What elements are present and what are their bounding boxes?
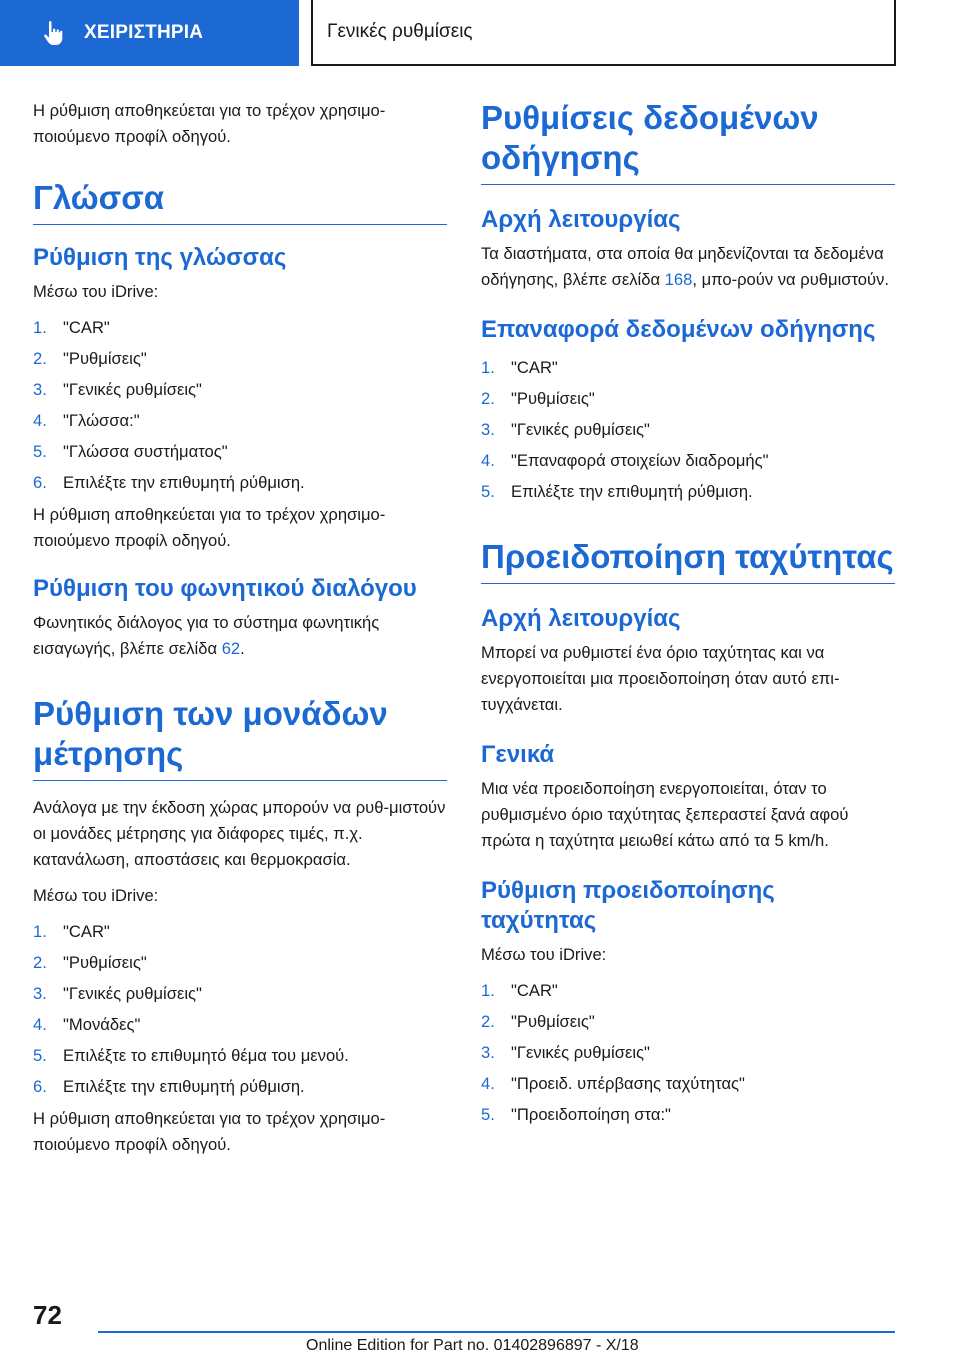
driving-principle-heading: Αρχή λειτουργίας (481, 206, 681, 233)
step-number: 5. (33, 1046, 47, 1065)
voice-text: Φωνητικός διάλογος για το σύστημα φωνητικής εισαγωγής, βλέπε σελίδα (33, 613, 380, 658)
step-number: 5. (481, 482, 495, 501)
step-number: 1. (33, 318, 47, 337)
step-text: "Ρυθμίσεις" (511, 1012, 595, 1031)
list-item (481, 479, 895, 505)
step-number: 2. (481, 389, 495, 408)
step-number: 2. (481, 1012, 495, 1031)
step-text: "Ρυθμίσεις" (511, 389, 595, 408)
list-item (33, 346, 447, 372)
speed-via-text: Μέσω του iDrive: (481, 945, 607, 964)
step-text: "CAR" (511, 981, 558, 1000)
edition-text: Online Edition for Part no. 01402896897 - X/18 (306, 1337, 639, 1354)
list-item (33, 1074, 447, 1100)
language-note: Η ρύθμιση αποθηκεύεται για το τρέχον χρησιμο-ποιούμενο προφίλ οδηγού. (33, 505, 386, 550)
step-number: 3. (33, 984, 47, 1003)
manual-tab[interactable] (0, 0, 299, 66)
step-text: Επιλέξτε την επιθυμητή ρύθμιση. (63, 473, 305, 492)
language-setting-heading: Ρύθμιση της γλώσσας (33, 244, 287, 271)
driving-data-heading: Ρυθμίσεις δεδομένων οδήγησης (481, 98, 895, 185)
list-item (33, 377, 447, 403)
general-text: Μια νέα προειδοποίηση ενεργοποιείται, όταν το ρυθμισμένο όριο ταχύτητας ξεπεραστεί ξανά αφού πρώτα η ταχύτητα μειωθεί κάτω από τα 5 km/h. (481, 779, 849, 850)
voice-dialog-text (33, 610, 447, 662)
step-text: "CAR" (511, 358, 558, 377)
page-link-168[interactable]: 168 (664, 270, 693, 289)
speed-steps-list (481, 978, 895, 1128)
step-number: 3. (481, 1043, 495, 1062)
step-number: 4. (481, 1074, 495, 1093)
list-item (481, 417, 895, 443)
step-number: 2. (33, 349, 47, 368)
list-item (481, 1071, 895, 1097)
left-column (33, 98, 447, 1168)
step-text: "Ρυθμίσεις" (63, 953, 147, 972)
step-text: "Προειδ. υπέρβασης ταχύτητας" (511, 1074, 745, 1093)
language-via-text: Μέσω του iDrive: (33, 282, 159, 301)
list-item (33, 315, 447, 341)
step-text: "Μονάδες" (63, 1015, 141, 1034)
step-text: "Γενικές ρυθμίσεις" (63, 380, 202, 399)
step-text: Επιλέξτε την επιθυμητή ρύθμιση. (63, 1077, 305, 1096)
step-number: 6. (33, 1077, 47, 1096)
step-number: 5. (33, 442, 47, 461)
list-item (481, 1040, 895, 1066)
units-heading: Ρύθμιση των μονάδων μέτρησης (33, 694, 447, 781)
step-text: "Επαναφορά στοιχείων διαδρομής" (511, 451, 769, 470)
step-number: 4. (481, 451, 495, 470)
general-heading: Γενικά (481, 741, 555, 768)
footer-divider (98, 1331, 895, 1333)
step-number: 1. (481, 981, 495, 1000)
section-title-box (311, 0, 896, 66)
principle-text: Τα διαστήματα, στα οποία θα μηδενίζονται τα δεδομένα οδήγησης, βλέπε σελίδα (481, 244, 884, 289)
step-number: 6. (33, 473, 47, 492)
units-text: Ανάλογα με την έκδοση χώρας μπορούν να ρυθ-μιστούν οι μονάδες μέτρησης για διάφορες τιμές, π.χ. κατανάλωση, αποστάσεις και θερμοκρασία. (33, 798, 446, 869)
step-text: "Γενικές ρυθμίσεις" (511, 1043, 650, 1062)
speed-warning-heading: Προειδοποίηση ταχύτητας (481, 537, 895, 584)
list-item (33, 408, 447, 434)
step-number: 2. (33, 953, 47, 972)
section-title: Γενικές ρυθμίσεις (327, 21, 473, 42)
list-item (33, 1043, 447, 1069)
reset-driving-data-heading: Επαναφορά δεδομένων οδήγησης (481, 316, 876, 343)
step-text: "Γλώσσα συστήματος" (63, 442, 228, 461)
step-text: "Γενικές ρυθμίσεις" (63, 984, 202, 1003)
list-item (33, 439, 447, 465)
voice-dialog-heading: Ρύθμιση του φωνητικού διαλόγου (33, 575, 417, 602)
step-number: 4. (33, 411, 47, 430)
units-steps-list (33, 919, 447, 1100)
step-number: 1. (481, 358, 495, 377)
list-item (481, 448, 895, 474)
step-number: 3. (481, 420, 495, 439)
list-item (481, 978, 895, 1004)
list-item (481, 386, 895, 412)
hand-pointer-icon (40, 19, 68, 47)
language-steps-list (33, 315, 447, 496)
speed-setting-heading: Ρύθμιση προειδοποίησης ταχύτητας (481, 877, 775, 934)
units-via-text: Μέσω του iDrive: (33, 886, 159, 905)
step-number: 5. (481, 1105, 495, 1124)
step-text: "Ρυθμίσεις" (63, 349, 147, 368)
driving-principle-text (481, 241, 895, 293)
step-text: "CAR" (63, 922, 110, 941)
list-item (481, 1102, 895, 1128)
step-number: 4. (33, 1015, 47, 1034)
step-text: "CAR" (63, 318, 110, 337)
page-link-62[interactable]: 62 (221, 639, 241, 658)
voice-text-end: . (240, 639, 245, 658)
list-item (33, 981, 447, 1007)
speed-principle-heading: Αρχή λειτουργίας (481, 605, 681, 632)
list-item (33, 950, 447, 976)
list-item (33, 919, 447, 945)
page-header (0, 0, 960, 66)
reset-steps-list (481, 355, 895, 505)
right-column (481, 98, 895, 1134)
list-item (33, 1012, 447, 1038)
units-note: Η ρύθμιση αποθηκεύεται για το τρέχον χρησιμο-ποιούμενο προφίλ οδηγού. (33, 1109, 386, 1154)
step-number: 1. (33, 922, 47, 941)
principle-text-end: , μπο-ρούν να ρυθμιστούν. (692, 270, 890, 289)
list-item (33, 470, 447, 496)
step-number: 3. (33, 380, 47, 399)
step-text: Επιλέξτε το επιθυμητό θέμα του μενού. (63, 1046, 349, 1065)
list-item (481, 355, 895, 381)
step-text: "Γλώσσα:" (63, 411, 140, 430)
page-number: 72 (33, 1300, 62, 1330)
manual-label: ΧΕΙΡΙΣΤΗΡΙΑ (84, 22, 204, 43)
intro-paragraph: Η ρύθμιση αποθηκεύεται για το τρέχον χρησιμο-ποιούμενο προφίλ οδηγού. (33, 101, 386, 146)
language-heading: Γλώσσα (33, 178, 447, 225)
step-text: Επιλέξτε την επιθυμητή ρύθμιση. (511, 482, 753, 501)
speed-principle-text: Μπορεί να ρυθμιστεί ένα όριο ταχύτητας και να ενεργοποιείται μια προειδοποίηση όταν αυτό επι-τυγχάνεται. (481, 643, 840, 714)
step-text: "Γενικές ρυθμίσεις" (511, 420, 650, 439)
step-text: "Προειδοποίηση στα:" (511, 1105, 671, 1124)
list-item (481, 1009, 895, 1035)
